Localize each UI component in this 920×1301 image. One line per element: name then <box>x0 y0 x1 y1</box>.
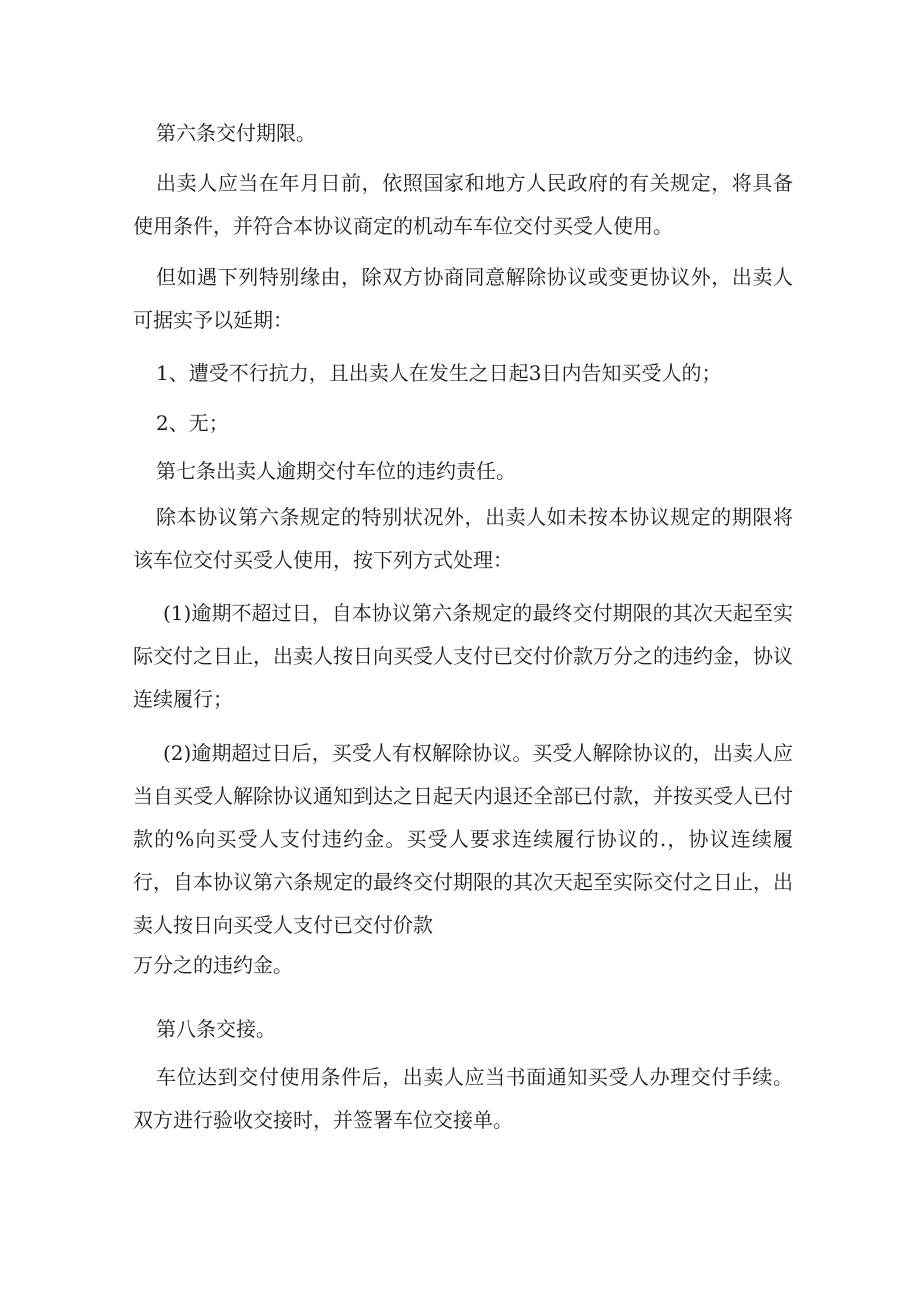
article-7-clause-1: (1)逾期不超过日，自本协议第六条规定的最终交付期限的其次天起至实际交付之日止，出卖人按日向买受人支付已交付价款万分之的违约金，协议连续履行； <box>133 601 793 711</box>
article-6-item-2: 2、无； <box>156 411 229 435</box>
article-8-body: 车位达到交付使用条件后，出卖人应当书面通知买受人办理交付手续。双方进行验收交接时，并签署车位交接单。 <box>133 1065 793 1132</box>
article-7-clause-2: (2)逾期超过日后，买受人有权解除协议。买受人解除协议的，出卖人应当自买受人解除协议通知到达之日起天内退还全部已付款，并按买受人已付款的%向买受人支付违约金。买受人要求连续履行协议的.，协议连续履行，自本协议第六条规定的最终交付期限的其次天起至实际交付之日止，出卖人按日向买受人支付已交付价款 <box>133 741 793 937</box>
article-8-heading: 第八条交接。 <box>156 1017 276 1041</box>
article-6-exception: 但如遇下列特别缘由，除双方协商同意解除协议或变更协议外，出卖人可据实予以延期： <box>133 265 793 332</box>
article-6-body: 出卖人应当在年月日前，依照国家和地方人民政府的有关规定，将具备使用条件，并符合本协议商定的机动车车位交付买受人使用。 <box>133 171 793 238</box>
article-7-heading: 第七条出卖人逾期交付车位的违约责任。 <box>156 459 516 483</box>
article-7-body: 除本协议第六条规定的特别状况外，出卖人如未按本协议规定的期限将该车位交付买受人使用，按下列方式处理： <box>133 505 793 572</box>
article-6-item-1: 1、遭受不行抗力，且出卖人在发生之日起3日内告知买受人的； <box>156 361 722 385</box>
article-6-heading: 第六条交付期限。 <box>156 121 316 145</box>
article-7-clause-2-end: 万分之的违约金。 <box>133 953 293 977</box>
